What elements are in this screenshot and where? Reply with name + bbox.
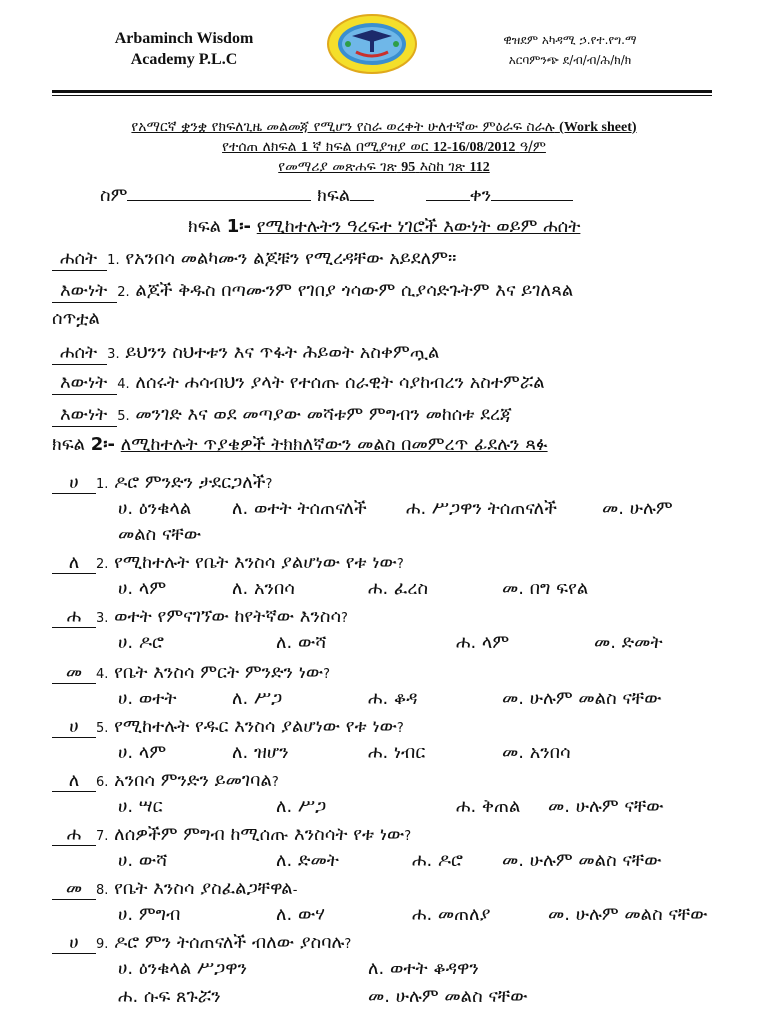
tf-text-continuation: ሰጥቷል	[52, 308, 100, 329]
mcq-question	[52, 770, 279, 792]
worksheet-subtitle-grade	[40, 138, 728, 157]
section2-suffix: ፡-	[103, 434, 116, 455]
title-line1-english: (Work sheet)	[559, 120, 637, 135]
tf-text: ለሰሩት ሐሳብህን ያላት የተሰጡ ሰራዊት ሳያከብረን አስተምሯል	[135, 372, 545, 393]
tf-number: 4.	[117, 377, 130, 392]
mcq-text: የቤት እንስሳ ያስፈልጋቸዋል	[114, 878, 293, 899]
mcq-question	[52, 716, 404, 738]
mcq-mark: ?	[396, 557, 404, 572]
tf-number: 5.	[117, 409, 130, 424]
mcq-answer[interactable]: ሀ	[52, 932, 96, 954]
mcq-option[interactable]: መ. ሁሉም መልስ ናቸው	[368, 986, 528, 1007]
mcq-number: 2.	[96, 557, 109, 572]
mcq-option[interactable]: ሀ. ዕንቁላል	[118, 498, 192, 519]
mcq-option[interactable]: ሀ. ዕንቁላል ሥጋዋን	[118, 958, 248, 979]
mcq-text: አንበሳ ምንድን ይመገባል	[114, 770, 272, 791]
header-divider-thick	[52, 90, 712, 93]
tf-answer[interactable]: እውነት	[52, 404, 117, 427]
school-name-line1: Arbaminch Wisdom	[114, 30, 254, 47]
pages-prefix: የመማሪያ መጽሐፍ ገጽ	[278, 159, 397, 175]
date-field[interactable]	[491, 184, 573, 201]
mcq-number: 7.	[96, 829, 109, 844]
page-to: 112	[469, 160, 490, 175]
section2-heading	[52, 434, 548, 455]
mcq-option[interactable]: መ. ሁሉም መልስ ናቸው	[502, 850, 662, 871]
mcq-mark: ?	[396, 721, 404, 736]
tf-answer[interactable]: ሐሰት	[52, 342, 107, 365]
mcq-option[interactable]: ለ. ውሻ	[276, 632, 327, 653]
mcq-option[interactable]: ሐ. ነብር	[368, 742, 426, 763]
mcq-text: የሚከተሉት የዱር እንስሳ ያልሆነው የቱ ነው	[114, 716, 397, 737]
mcq-option[interactable]: ሀ. ዶሮ	[118, 632, 164, 653]
mcq-number: 8.	[96, 883, 109, 898]
mcq-answer[interactable]: ሐ	[52, 606, 96, 628]
mcq-option[interactable]: ለ. ሥጋ	[232, 688, 283, 709]
section1-instruction: የሚከተሉትን ዓረፍተ ነገሮች እውነት ወይም ሐሰት	[256, 216, 581, 237]
mcq-question	[52, 606, 348, 628]
mcq-question	[52, 552, 404, 574]
worksheet-title	[40, 118, 728, 137]
mcq-text: ለሰዎችም ምግብ ከሚሰጡ እንስሳት የቱ ነው	[114, 824, 405, 845]
mcq-text: የሚከተሉት የቤት እንስሳ ያልሆነው የቱ ነው	[114, 552, 397, 573]
section2-label: ክፍል	[52, 434, 86, 455]
mcq-option[interactable]: ሐ. ሱፍ ጸጉሯን	[118, 986, 221, 1007]
grade-prefix: የተሰጠ ለክፍል	[222, 139, 297, 155]
mcq-text: ዶሮ ምን ትሰጠናለች ብለው ያስባሉ	[114, 932, 345, 953]
grade-label: ክፍል	[317, 185, 351, 206]
mcq-option[interactable]: ሐ. ፈረስ	[368, 578, 429, 599]
tf-text: ልጆች ቅዱስ በጣሙንም የገበያ ጎሳውም ሲያሳድጉትም እና ይገለጻል	[135, 280, 574, 301]
school-name-amharic-line1: ዊዝደም አካዳሚ ኃ.የተ.የግ.ማ	[503, 33, 637, 47]
tf-text: መንገድ እና ወደ መጣያው መሻቱም ምግብን መከሰቱ ደረጃ	[135, 404, 512, 425]
mcq-text: የቤት እንስሳ ምርት ምንድን ነው	[114, 662, 324, 683]
mcq-question	[52, 662, 330, 684]
mcq-answer[interactable]: ሀ	[52, 716, 96, 738]
mcq-number: 9.	[96, 937, 109, 952]
mcq-option[interactable]: መ. አንበሳ	[502, 742, 571, 763]
mcq-option[interactable]: ለ. ወተት ትሰጠናለች	[232, 498, 367, 519]
mcq-mark: ?	[265, 477, 273, 492]
date-field-prefix[interactable]	[426, 184, 470, 201]
student-info-row	[100, 184, 573, 206]
mcq-option[interactable]: ሐ. ሥጋዋን ትሰጠናለች	[406, 498, 557, 519]
header-divider-thin	[52, 95, 712, 96]
mcq-option[interactable]: ለ. ውሃ	[276, 904, 325, 925]
mcq-option[interactable]: ለ. ሥጋ	[276, 796, 327, 817]
mcq-text: ወተት የምናገኘው ከየትኛው እንስሳ	[114, 606, 342, 627]
page-from: 95	[401, 160, 416, 175]
mcq-option[interactable]: መ. ሁሉም መልስ ናቸው	[502, 688, 662, 709]
mcq-option[interactable]: ሀ. ውሻ	[118, 850, 168, 871]
worksheet-date: 12-16/08/2012	[432, 140, 516, 155]
mcq-answer[interactable]: መ	[52, 878, 96, 900]
school-name-english	[96, 28, 272, 70]
tf-text: ይህንን ስህተቱን እና ጥፋት ሕይወት አስቀምጧል	[125, 342, 440, 363]
mcq-question	[52, 932, 351, 954]
tf-item	[52, 276, 573, 308]
tf-item	[52, 400, 512, 432]
mcq-mark: -	[292, 883, 298, 898]
mcq-mark: ?	[341, 611, 348, 626]
section2-instruction: ለሚከተሉት ጥያቄዎች ትክክለኛውን መልስ በመምረጥ ፊደሉን ጻፉ	[120, 434, 548, 455]
section2-number: 2	[90, 434, 104, 455]
tf-number: 1.	[107, 253, 120, 268]
grade-mid: ኛ ክፍል በሚያዝያ ወር	[312, 139, 429, 155]
tf-item	[52, 244, 456, 276]
mcq-mark: ?	[344, 937, 352, 952]
mcq-question	[52, 878, 297, 900]
tf-item	[52, 338, 439, 370]
section1-suffix: ፡-	[239, 216, 252, 237]
tf-number: 2.	[117, 285, 130, 300]
section1-label: ክፍል	[188, 216, 222, 237]
mcq-option[interactable]: ለ. ዝሆን	[232, 742, 289, 763]
school-logo	[326, 14, 418, 74]
school-name-amharic	[480, 30, 660, 70]
mcq-question	[52, 472, 272, 494]
mcq-number: 4.	[96, 667, 109, 682]
mcq-question	[52, 824, 411, 846]
mcq-option[interactable]: ሀ. ምግብ	[118, 904, 181, 925]
section1-heading	[188, 216, 580, 237]
mcq-option[interactable]: ሐ. ዶሮ	[412, 850, 463, 871]
date-suffix: ዓ/ም	[519, 139, 546, 155]
grade-field[interactable]	[350, 184, 374, 201]
mcq-text: ዶሮ ምንድን ታደርጋለች	[114, 472, 266, 493]
mcq-answer[interactable]: ለ	[52, 552, 96, 574]
date-label: ቀን	[469, 185, 492, 206]
mcq-option[interactable]: ለ. ወተት ቆዳዋን	[368, 958, 479, 979]
mcq-option[interactable]: መ. ድመት	[594, 632, 663, 653]
mcq-option[interactable]: ሐ. መጠለያ	[412, 904, 491, 925]
mcq-mark: ?	[271, 775, 279, 790]
mcq-option[interactable]: ሀ. ወተት	[118, 688, 177, 709]
tf-answer[interactable]: እውነት	[52, 372, 117, 395]
name-label: ስም	[100, 185, 128, 206]
school-name-amharic-line2: አርባምንጭ ደ/ብ/ብ/ሕ/ክ/ክ	[508, 53, 632, 67]
tf-item	[52, 368, 545, 400]
mcq-option[interactable]: ለ. ድመት	[276, 850, 339, 871]
mcq-option-continuation: መልስ ናቸው	[118, 524, 202, 545]
mcq-option[interactable]: መ. በግ ፍየል	[502, 578, 589, 599]
mcq-answer[interactable]: ሀ	[52, 472, 96, 494]
mcq-option[interactable]: ሀ. ላም	[118, 742, 167, 763]
mcq-option[interactable]: ሐ. ቆዳ	[368, 688, 418, 709]
mcq-number: 6.	[96, 775, 109, 790]
pages-mid: እስከ ገጽ	[419, 159, 466, 175]
mcq-option[interactable]: ሐ. ቅጠል	[456, 796, 521, 817]
mcq-option[interactable]: ሀ. ሣር	[118, 796, 163, 817]
mcq-answer[interactable]: ሐ	[52, 824, 96, 846]
tf-text: የአንበሳ መልካሙን ልጆቹን የሚረዳቸው አይደለም።	[125, 248, 457, 269]
mcq-number: 1.	[96, 477, 109, 492]
tf-number: 3.	[107, 347, 120, 362]
mcq-mark: ?	[323, 667, 331, 682]
mcq-number: 5.	[96, 721, 109, 736]
title-line1-text: የአማርኛ ቋንቋ የክፍለጊዜ መልመጃ የሚሆን የስራ ወረቀት ሁለተኛው ምዕራፍ ስራሉ	[131, 119, 555, 135]
mcq-option[interactable]: ሐ. ላም	[456, 632, 510, 653]
mcq-option[interactable]: መ. ሁሉም	[602, 498, 673, 519]
mcq-answer[interactable]: መ	[52, 662, 96, 684]
mcq-option[interactable]: ሀ. ላም	[118, 578, 167, 599]
grade-number: 1	[301, 140, 308, 155]
tf-answer[interactable]: እውነት	[52, 280, 117, 303]
tf-answer[interactable]: ሐሰት	[52, 248, 107, 271]
worksheet-subtitle-pages	[40, 158, 728, 177]
section1-number: 1	[226, 216, 240, 237]
mcq-option[interactable]: ለ. አንበሳ	[232, 578, 295, 599]
mcq-answer[interactable]: ለ	[52, 770, 96, 792]
school-name-line2: Academy P.L.C	[130, 51, 238, 68]
mcq-option[interactable]: መ. ሁሉም ናቸው	[548, 796, 664, 817]
mcq-option[interactable]: መ. ሁሉም መልስ ናቸው	[548, 904, 708, 925]
mcq-mark: ?	[404, 829, 412, 844]
mcq-number: 3.	[96, 611, 109, 626]
name-field[interactable]	[127, 184, 311, 201]
